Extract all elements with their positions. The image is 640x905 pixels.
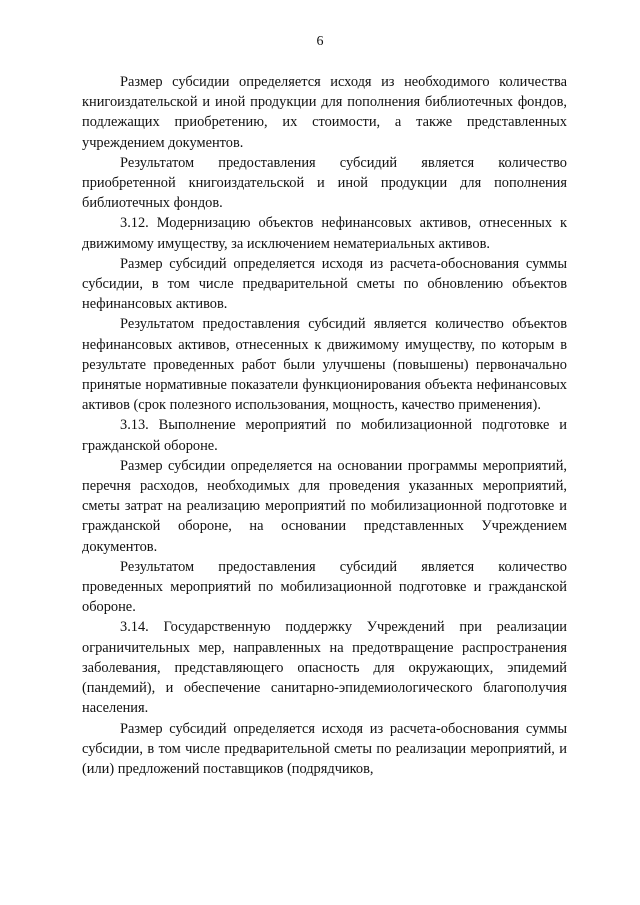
paragraph-subsidy-size-mobilization: Размер субсидии определяется на основании программы мероприятий, перечня расходов, необходимых для проведения указанных мероприятий, сметы затрат на реализацию мероприятий по мобилизационной подготовке и гражданской обороне, на основании представленных Учреждением документов. <box>82 457 567 555</box>
paragraph-subsidy-size-modernization: Размер субсидий определяется исходя из расчета-обоснования суммы субсидии, в том числе предварительной сметы по обновлению объектов нефинансовых активов. <box>82 255 567 313</box>
section-3-14-heading: 3.14. Государственную поддержку Учреждений при реализации ограничительных мер, направленных на предотвращение распространения заболевания, представляющего опасность для окружающих, эпидемий (пандемий), и обеспечение санитарно-эпидемиологического благополучия населения. <box>82 619 567 717</box>
paragraph-subsidy-size-books: Размер субсидии определяется исходя из необходимого количества книгоиздательской и иной продукции для пополнения библиотечных фондов, подлежащих приобретению, их стоимости, а также представленных учреждением документов. <box>82 74 567 151</box>
paragraph-result-modernization: Результатом предоставления субсидий является количество объектов нефинансовых активов, отнесенных к движимому имуществу, по которым в результате проведенных работ были улучшены (повышены) первоначально принятые нормативные показатели функционирования объекта нефинансовых активов (срок полезного использования, мощность, качество применения). <box>82 316 567 414</box>
paragraph-result-books: Результатом предоставления субсидий является количество приобретенной книгоиздательской и иной продукции для пополнения библиотечных фондов. <box>82 154 567 212</box>
page-number: 6 <box>316 34 324 49</box>
paragraph-result-mobilization: Результатом предоставления субсидий является количество проведенных мероприятий по мобилизационной подготовке и гражданской обороне. <box>82 558 567 616</box>
section-3-13-heading: 3.13. Выполнение мероприятий по мобилизационной подготовке и гражданской обороне. <box>82 417 567 454</box>
document-body <box>82 72 567 779</box>
section-3-12-heading: 3.12. Модернизацию объектов нефинансовых активов, отнесенных к движимому имуществу, за исключением нематериальных активов. <box>82 215 567 252</box>
paragraph-subsidy-size-support: Размер субсидий определяется исходя из расчета-обоснования суммы субсидии, в том числе предварительной сметы по реализации мероприятий, и (или) предложений поставщиков (подрядчиков, <box>82 720 567 777</box>
